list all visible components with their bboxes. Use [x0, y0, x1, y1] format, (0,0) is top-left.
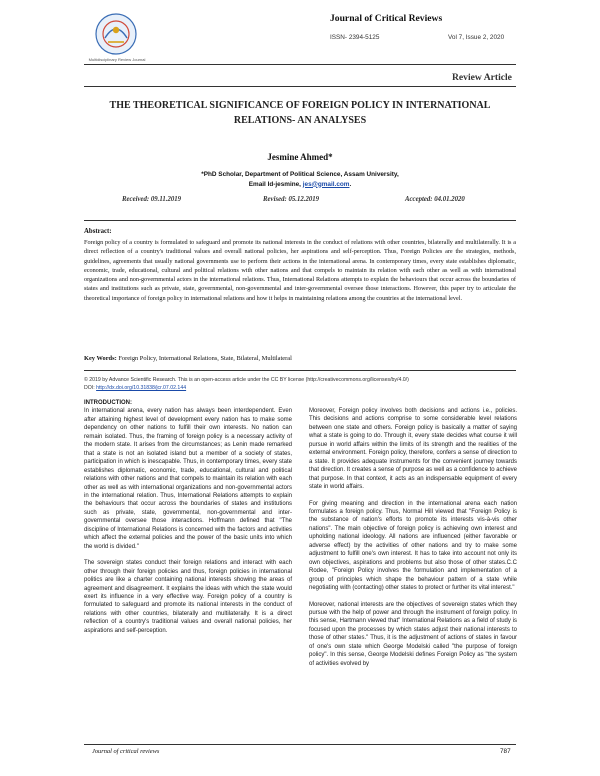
paragraph: In international arena, every nation has always been interdependent. Even after attaining highest level of development every nation has to make some dependency on other nations to fulfill their own interests. No nation can remain isolated. Thus, the framing of foreign policy is a necessary activity of the modern state. It arises from the circumstances; as Lenin made remarked that a state is not an isolated island but a member of a society of states, participation in which is inescapable. Thus, in contemporary times, every state establishes diplomatic, economic, trade, educational, cultural and political relations with other nations and that compels to maintain its relation with each other as well as with international organizations and non-governmental actors in the international relation. Thus, International Relations attempts to explain the behaviours that occur across the boundaries of states and institutions such as private, state, governmental, non-governmental and inter-governmental oversee those interactions. Hoffmann defined that "The discipline of International Relations is concerned with the factors and activities which affect the external policies and the power of the basic units into which the world is divided.": [84, 408, 292, 550]
doi-line: [84, 384, 516, 392]
logo-caption: Multidisciplinary Review Journal: [88, 57, 146, 62]
keywords-label: Key Words:: [84, 355, 117, 362]
abstract-heading: Abstract:: [84, 228, 112, 235]
journal-title: Journal of Critical Reviews: [330, 13, 443, 24]
keywords-text: Foreign Policy, International Relations, State, Bilateral, Multilateral: [116, 355, 292, 362]
paragraph: Moreover, national interests are the objectives of sovereign states which they pursue with the help of power and through the instrument of foreign policy. In this sense, Hartmann viewed that" International Relations as a field of study is focused upon the processes by which states adjust their national interests to those of other states." Thus, it is the adjustment of actions of states in favour of one's own state which George Modelski called "the purpose of foreign policy". In this sense, George Modelski defines Foreign Policy as "the system of activities evolved by: [309, 601, 517, 667]
header-divider: [84, 64, 516, 65]
keywords: [84, 355, 516, 362]
left-column: [84, 399, 292, 643]
author-name: Jesmine Ahmed*: [267, 152, 333, 162]
title-divider: [84, 86, 516, 87]
abstract-text: Foreign policy of a country is formulated to safeguard and promote its national interests in the conduct of relations with other countries, bilaterally and multilaterally. It is a direct reflection of a country's traditional values and overall national policies, her aspirations and self-perception. Thus, Foreign Policies are the strategies, methods, guidelines, agreements that usually national governments use to perform their actions in the international arena. In contemporary times, every state establishes diplomatic, economic, trade, educational, cultural and political relations with other nations and that compels to maintain its relation with each other as well as with international organizations and non-governmental actors in the international relations. Thus, International Relations attempts to explain the behaviours that occur across the boundaries of states and institutions such as private, state, governmental, non-governmental and inter-governmental oversee those interactions. However, this paper try to articulate the theoretical importance of foreign policy in international relations and how it helps in maintaining relations among the countries at the international level.: [84, 239, 516, 302]
email-suffix: .: [349, 180, 352, 188]
keywords-divider: [84, 370, 516, 371]
paragraph: The sovereign states conduct their foreign relations and interact with each other through their foreign policies and thus, foreign policies in international politics are like a charter containing national interests showing the areas of agreement and disagreement. It explains the ideas with which the state would exert its influence in a very effective way. Foreign policy of a country is formulated to safeguard and promote its national interests in the conduct of relations with other countries, bilaterally and multilaterally. It is a direct reflection of a country's traditional values and overall national policies, her aspirations and self-perception.: [84, 560, 292, 634]
copyright-line: © 2019 by Advance Scientific Research. This is an open-access article under the CC BY license (http://creativecommons.org/licenses/by/4.0/): [84, 377, 409, 383]
email-line: [150, 180, 450, 190]
paragraph: Moreover, Foreign policy involves both decisions and actions i.e., policies. This decisions and actions comprise to some considerable level relations between one state and others. Foreign policy is basically a matter of saying what a state is going to do. Through it, every state decides what course it will pursue in world affairs within the limits of its strength and the realities of the external environment. Foreign policy, therefore, confers a sense of direction to a state. It provides adequate instruments for the convenient journey towards that direction. It creates a sense of purpose as well as a confidence to achieve that purpose. In that context, it acts as an indispensable equipment of every state in world affairs.: [309, 408, 517, 491]
email-link[interactable]: jes@gmail.com: [302, 180, 350, 188]
doi-label: DOI:: [84, 385, 97, 392]
received-date: Received: 09.11.2019: [122, 196, 182, 203]
footer-divider: [84, 744, 516, 745]
paragraph: For giving meaning and direction in the international arena each nation formulates a foreign policy. Thus, Normal Hill viewed that "Foreign Policy is the substance of nation's efforts to promote its interests vis-à-vis other nations". The main objective of foreign policy is achieving own interest and upholding national ideology. All nations are influenced (either favorable or adverse effect) by the activities of other nations and try to make some adjustment to fulfill one's own interest. It has to take into account not only its own objectives, aspirations and problems but also those of other states.C.C Rodee, "Foreign Policy involves the formulation and implementation of a group of principles which shape the behaviour pattern of a state while negotiating with (contacting) other states to protect or further its vital interest.": [309, 500, 517, 592]
author-affiliation: [150, 170, 450, 189]
affiliation-line: *PhD Scholar, Department of Political Science, Assam University,: [201, 171, 399, 178]
journal-logo-icon: [93, 12, 139, 56]
page-number: 787: [500, 748, 511, 755]
doi-link[interactable]: http://dx.doi.org/10.31838/jcr.07.02.144: [96, 385, 187, 392]
copyright-block: [84, 376, 516, 392]
introduction-heading: INTRODUCTION:: [84, 400, 132, 406]
volume-issue: Vol 7, Issue 2, 2020: [448, 34, 505, 41]
email-prefix: Email Id-jesmine,: [248, 180, 303, 188]
issn: ISSN- 2394-5125: [330, 34, 380, 41]
abstract-top-divider: [84, 220, 516, 221]
footer-journal: Journal of critical reviews: [92, 748, 160, 755]
article-type: Review Article: [452, 72, 512, 83]
revised-date: Revised: 05.12.2019: [263, 196, 320, 203]
right-column: [309, 407, 517, 676]
paper-title: THE THEORETICAL SIGNIFICANCE OF FOREIGN POLICY IN INTERNATIONAL RELATIONS- AN ANALYSES: [109, 100, 491, 126]
accepted-date: Accepted: 04.01.2020: [405, 196, 465, 203]
